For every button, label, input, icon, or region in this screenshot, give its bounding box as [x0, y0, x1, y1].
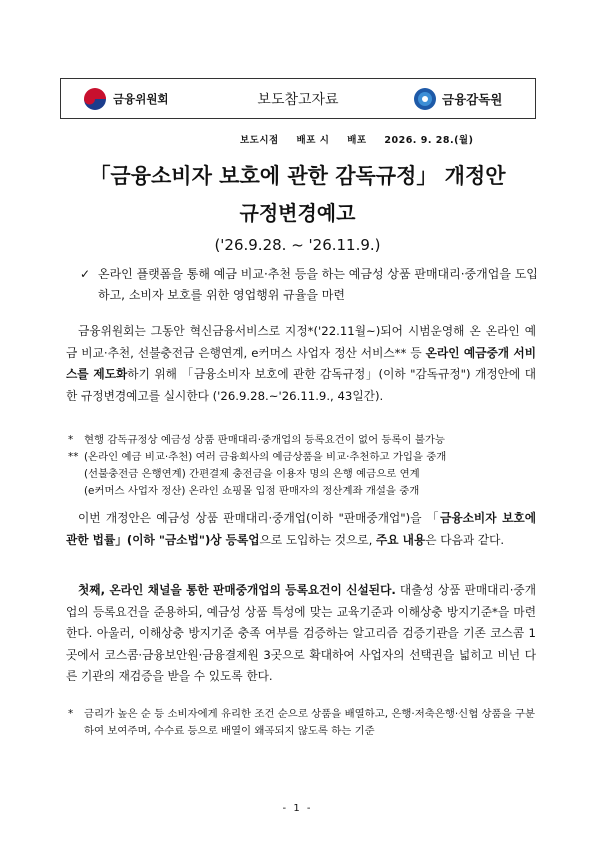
fsc-name: 금융위원회 [113, 92, 169, 106]
footnote-text: (선불충전금 은행연계) 간편결제 충전금을 이용자 명의 은행 예금으로 연계 [84, 468, 420, 480]
fss-name: 금융감독원 [442, 92, 503, 107]
paragraph-2-text-c: 은 다음과 같다. [425, 532, 505, 547]
distribution-label: 배포 [347, 135, 367, 146]
summary-text: 온라인 플랫폼을 통해 예금 비교·추천 등을 하는 예금성 상품 판매대리·중개업을 도입하고, 소비자 보호를 위한 영업행위 규율을 마련 [98, 267, 538, 302]
summary-point [80, 264, 540, 306]
check-icon: ✓ [80, 267, 91, 281]
distribution-date: 2026. 9. 28.(월) [384, 135, 474, 146]
release-time-label: 보도시점 [240, 135, 279, 146]
paragraph-1-emphasis: 온라인 예금중개 서비스를 제도화 [66, 345, 536, 381]
footnote-row [66, 449, 541, 466]
document-title: 「금융소비자 보호에 관한 감독규정」 개정안 [89, 164, 506, 188]
footnote-text: (온라인 예금 비교·추천) 여러 금융회사의 예금상품을 비교·추천하고 가입을 중개 [84, 451, 447, 463]
paragraph-2-emphasis-2: 주요 내용 [376, 532, 426, 547]
footnote-row [66, 432, 541, 449]
page-number: - 1 - [282, 803, 313, 814]
header-box [60, 78, 536, 119]
paragraph-3-heading: 첫째, 온라인 채널을 통한 판매중개업의 등록요건이 신설된다. [78, 583, 396, 597]
paragraph-2 [66, 508, 536, 551]
paragraph-3 [66, 580, 536, 688]
footnotes-2 [66, 706, 541, 740]
doc-type: 보도참고자료 [257, 92, 339, 108]
paragraph-2-text-b: 으로 도입하는 것으로, [259, 532, 377, 547]
footnote-row [66, 466, 541, 483]
document-subtitle: 규정변경예고 [239, 201, 356, 225]
footnote-mark: * [68, 708, 74, 720]
footnote-row [66, 483, 541, 500]
paragraph-1-text-a: 금융위원회는 그동안 혁신금융서비스로 지정*('22.11월~)되어 시범운영해 온 온라인 예금 비교·추천, 선불충전금 은행연계, e커머스 사업자 정산 서비스** 등 [66, 324, 536, 360]
footnote-text: (e커머스 사업자 정산) 온라인 쇼핑몰 입점 판매자의 정산계좌 개설을 중개 [84, 485, 420, 497]
notice-period: ('26.9.28. ~ '26.11.9.) [214, 236, 381, 254]
paragraph-3-text: 대출성 상품 판매대리·중개업의 등록요건을 준용하되, 예금성 상품 특성에 맞는 교육기준과 이해상충 방지기준*을 마련한다. 아울러, 이해상충 방지기준 충족 여부를 검증하는 알고리즘 검증기관을 기존 코스콤 1곳에서 코스콤·금융보안원·금융결제원 3곳으로 확대하여 사업자의 선택권을 넓히고 비넌 다른 기관의 재검증을 받을 수 있도록 한다. [66, 583, 536, 683]
footnote-text: 금리가 높은 순 등 소비자에게 유리한 조건 순으로 상품을 배열하고, 은행·저축은행·신협 상품을 구분하여 보여주며, 수수료 등으로 배열이 왜곡되지 않도록 하는 기준 [84, 708, 536, 737]
paragraph-2-text-a: 이번 개정안은 예금성 상품 판매대리·중개업(이하 "판매중개업")을 「 [78, 511, 441, 525]
footnote-row [66, 706, 541, 740]
footnote-mark: ** [68, 451, 79, 463]
release-meta [240, 132, 487, 146]
release-time-value: 배포 시 [296, 135, 330, 146]
footnote-text: 현행 감독규정상 예금성 상품 판매대리·중개업의 등록요건이 없어 등록이 불가능 [84, 434, 445, 446]
footnotes-1 [66, 432, 541, 500]
footnote-mark: * [68, 434, 74, 446]
paragraph-1 [66, 321, 536, 407]
paragraph-1-text-b: 하기 위해 「금융소비자 보호에 관한 감독규정」(이하 "감독규정") 개정안에 대한 규정변경예고를 실시한다 ('26.9.28.~'26.11.9., 43일간). [66, 367, 536, 403]
paragraph-2-emphasis: 금융소비자 보호에 관한 법률」(이하 "금소법")상 등록업 [66, 511, 536, 547]
fss-logo-icon [413, 87, 437, 111]
